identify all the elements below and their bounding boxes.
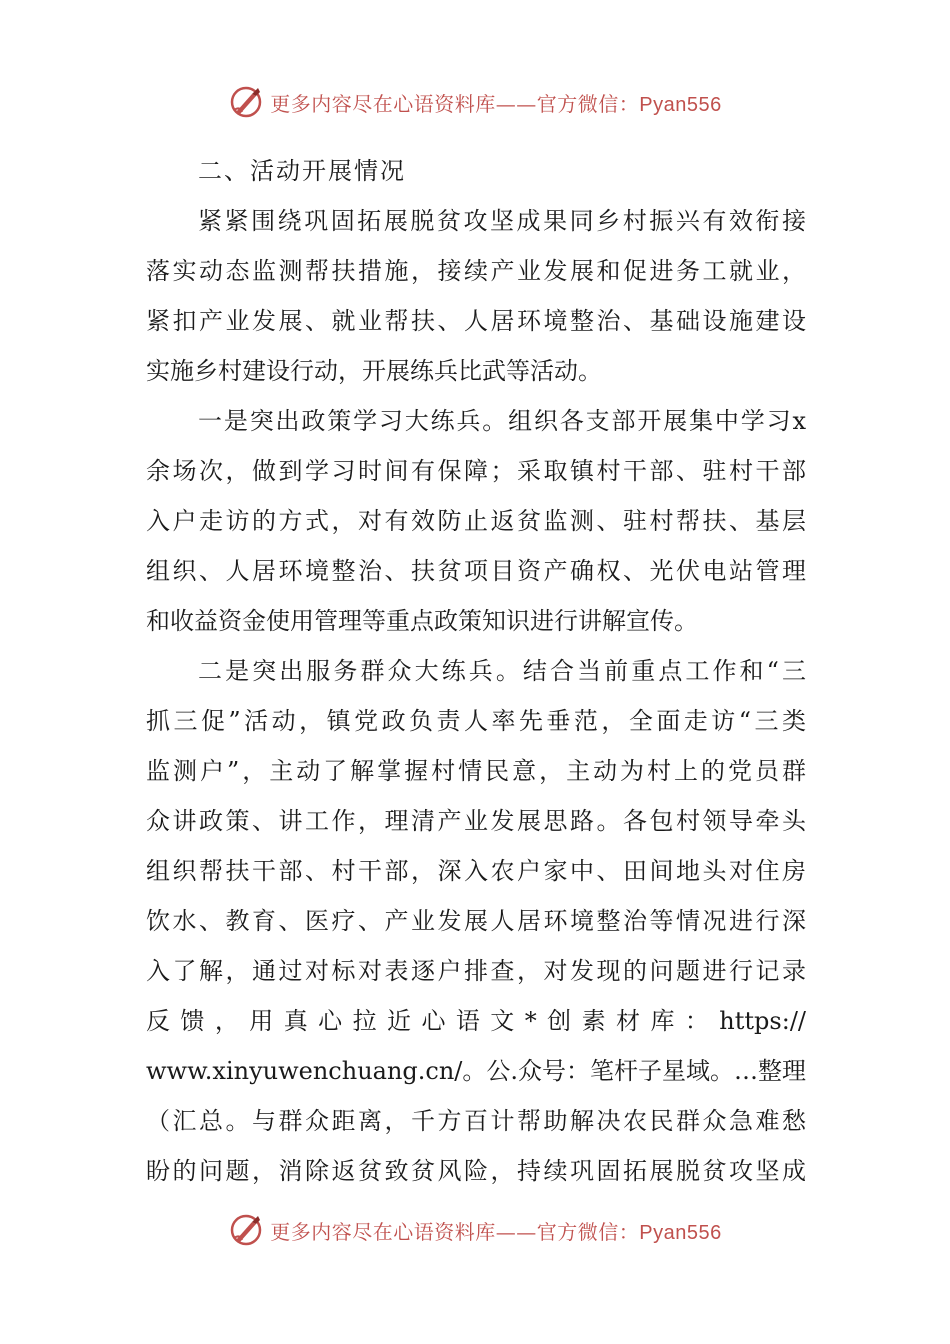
- paragraph-line: 一是突出政策学习大练兵。组织各支部开展集中学习x: [198, 407, 806, 435]
- footer-main-text: 更多内容尽在心语资料库: [270, 1219, 496, 1244]
- paragraph-line: 组织、人居环境整治、扶贫项目资产确权、光伏电站管理: [146, 557, 806, 585]
- footer-wechat-id: Pyan556: [639, 1221, 722, 1244]
- paragraph-line: 落实动态监测帮扶措施，接续产业发展和促进务工就业，: [146, 257, 806, 285]
- paragraph-line: 盼的问题，消除返贫致贫风险，持续巩固拓展脱贫攻坚成: [146, 1157, 806, 1185]
- header-main-text: 更多内容尽在心语资料库: [270, 91, 496, 116]
- paragraph-line: 众讲政策、讲工作，理清产业发展思路。各包村领导牵头: [146, 807, 806, 835]
- paragraph-line: 二是突出服务群众大练兵。结合当前重点工作和“三: [198, 657, 806, 685]
- section-title: 二、活动开展情况: [198, 157, 406, 185]
- footer-banner: [0, 1208, 950, 1252]
- paragraph-line: 和收益资金使用管理等重点政策知识进行讲解宣传。: [146, 607, 698, 635]
- paragraph-line: 监测户”，主动了解掌握村情民意，主动为村上的党员群: [146, 757, 806, 785]
- header-banner-text: [270, 88, 721, 117]
- paragraph-line: 入户走访的方式，对有效防止返贫监测、驻村帮扶、基层: [146, 507, 806, 535]
- header-wechat-label: 官方微信：: [536, 91, 640, 116]
- paragraph-line: 组织帮扶干部、村干部，深入农户家中、田间地头对住房: [146, 857, 806, 885]
- paragraph-line: （汇总。与群众距离，千方百计帮助解决农民群众急难愁: [146, 1107, 806, 1135]
- footer-wechat-label: 官方微信：: [536, 1219, 640, 1244]
- paragraph-line: 入了解，通过对标对表逐户排查，对发现的问题进行记录: [146, 957, 806, 985]
- document-body: [146, 146, 806, 1196]
- paragraph-line: 紧紧围绕巩固拓展脱贫攻坚成果同乡村振兴有效衔接: [198, 207, 806, 235]
- paragraph-line: 抓三促”活动，镇党政负责人率先垂范，全面走访“三类: [146, 707, 806, 735]
- header-wechat-id: Pyan556: [639, 93, 722, 116]
- pen-logo-icon: [228, 84, 264, 120]
- footer-banner-text: [270, 1216, 721, 1245]
- header-banner: [0, 80, 950, 124]
- paragraph-line: 反馈，用真心拉近心语文*创素材库：https://: [146, 1007, 806, 1035]
- paragraph-line: www.xinyuwenchuang.cn/。公.众号：笔杆子星域。…整理: [146, 1057, 806, 1085]
- paragraph-line: 余场次，做到学习时间有保障；采取镇村干部、驻村干部: [146, 457, 806, 485]
- paragraph-line: 饮水、教育、医疗、产业发展人居环境整治等情况进行深: [146, 907, 806, 935]
- pen-logo-icon: [228, 1212, 264, 1248]
- paragraph-line: 实施乡村建设行动，开展练兵比武等活动。: [146, 357, 602, 385]
- footer-dash: ——: [495, 1219, 537, 1244]
- header-dash: ——: [495, 91, 537, 116]
- paragraph-line: 紧扣产业发展、就业帮扶、人居环境整治、基础设施建设: [146, 307, 806, 335]
